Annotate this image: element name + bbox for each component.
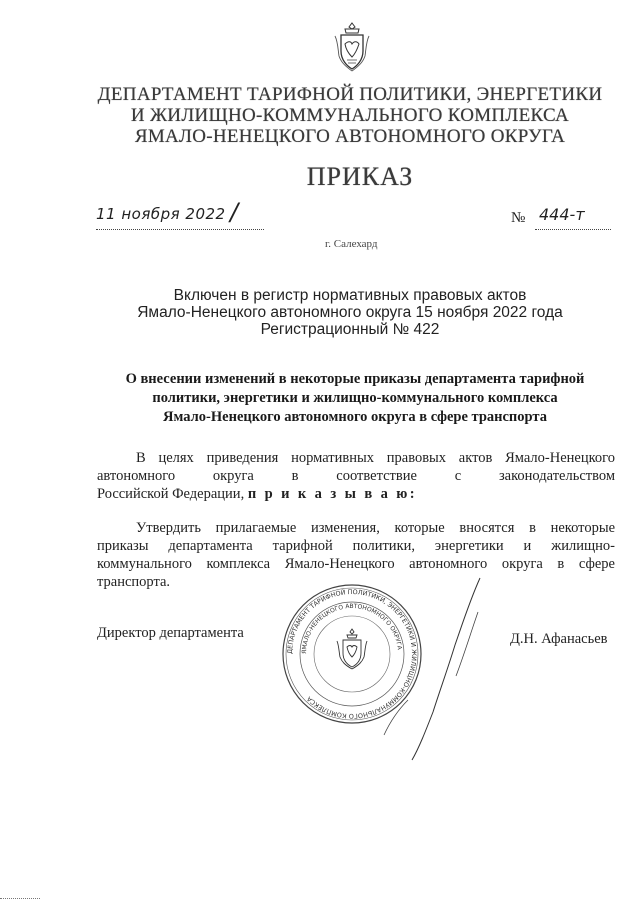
body-paragraph-2 [97,519,615,591]
para1-line-1: В целях приведения нормативных правовых актов Ямало-Ненецкого [136,450,615,466]
seal-outer-text: ДЕПАРТАМЕНТ ТАРИФНОЙ ПОЛИТИКИ, ЭНЕРГЕТИКИ И ЖИЛИЩНО-КОММУНАЛЬНОГО КОМПЛЕКСА [285,587,419,721]
registry-line-3: Регистрационный № 422 [260,321,440,338]
para2-line-1: Утвердить прилагаемые изменения, которые вносятся в некоторые [136,520,615,536]
signatory-position: Директор департамента [97,625,244,641]
para1-line-3 [97,485,615,503]
title-line-1: О внесении изменений в некоторые приказы департамента тарифной [125,371,585,387]
document-title [90,370,620,427]
date-slash-mark: / [230,198,239,226]
page-edge-dots [0,898,40,899]
city-label: г. Салехард [325,238,378,250]
signatory-name: Д.Н. Афанасьев [510,631,608,647]
para1-line-3-text: Российской Федерации, [97,486,245,502]
order-number-underline [535,205,611,230]
title-line-3: Ямало-Ненецкого автономного округа в сфере транспорта [163,409,547,425]
order-date-handwritten: 11 ноября 2022 [96,205,226,223]
order-date-field [96,198,264,230]
order-title: ПРИКАЗ [306,162,414,191]
order-number-handwritten: 444-т [539,205,585,224]
registry-line-1: Включен в регистр нормативных правовых актов [173,287,527,304]
title-line-2: политики, энергетики и жилищно-коммунального комплекса [152,390,558,406]
seal-inner-text: ЯМАЛО-НЕНЕЦКОГО АВТОНОМНОГО ОКРУГА [300,602,403,655]
department-header [70,84,630,147]
body-paragraph-1 [97,449,615,503]
order-directive: п р и к а з ы в а ю: [247,486,417,502]
department-line-2: И ЖИЛИЩНО-КОММУНАЛЬНОГО КОМПЛЕКСА [130,105,570,126]
department-line-1: ДЕПАРТАМЕНТ ТАРИФНОЙ ПОЛИТИКИ, ЭНЕРГЕТИКИ [97,84,603,105]
registry-line-2: Ямало-Ненецкого автономного округа 15 ноября 2022 года [137,304,563,321]
order-number-field [511,205,611,229]
coat-of-arms-icon [333,20,371,74]
seal-emblem-icon [337,629,367,669]
para2-line-3: коммунального комплекса Ямало-Ненецкого автономного округа в сфере [97,556,615,572]
number-sign: № [511,210,526,226]
para2-line-2: приказы департамента тарифной политики, энергетики и жилищно- [97,538,615,554]
registry-notice [90,287,610,338]
official-seal-icon [281,583,423,725]
para2-line-4: транспорта. [97,574,171,590]
department-line-3: ЯМАЛО-НЕНЕЦКОГО АВТОНОМНОГО ОКРУГА [134,126,566,147]
para1-line-2: автономного округа в соответствие с законодательством [97,468,615,484]
